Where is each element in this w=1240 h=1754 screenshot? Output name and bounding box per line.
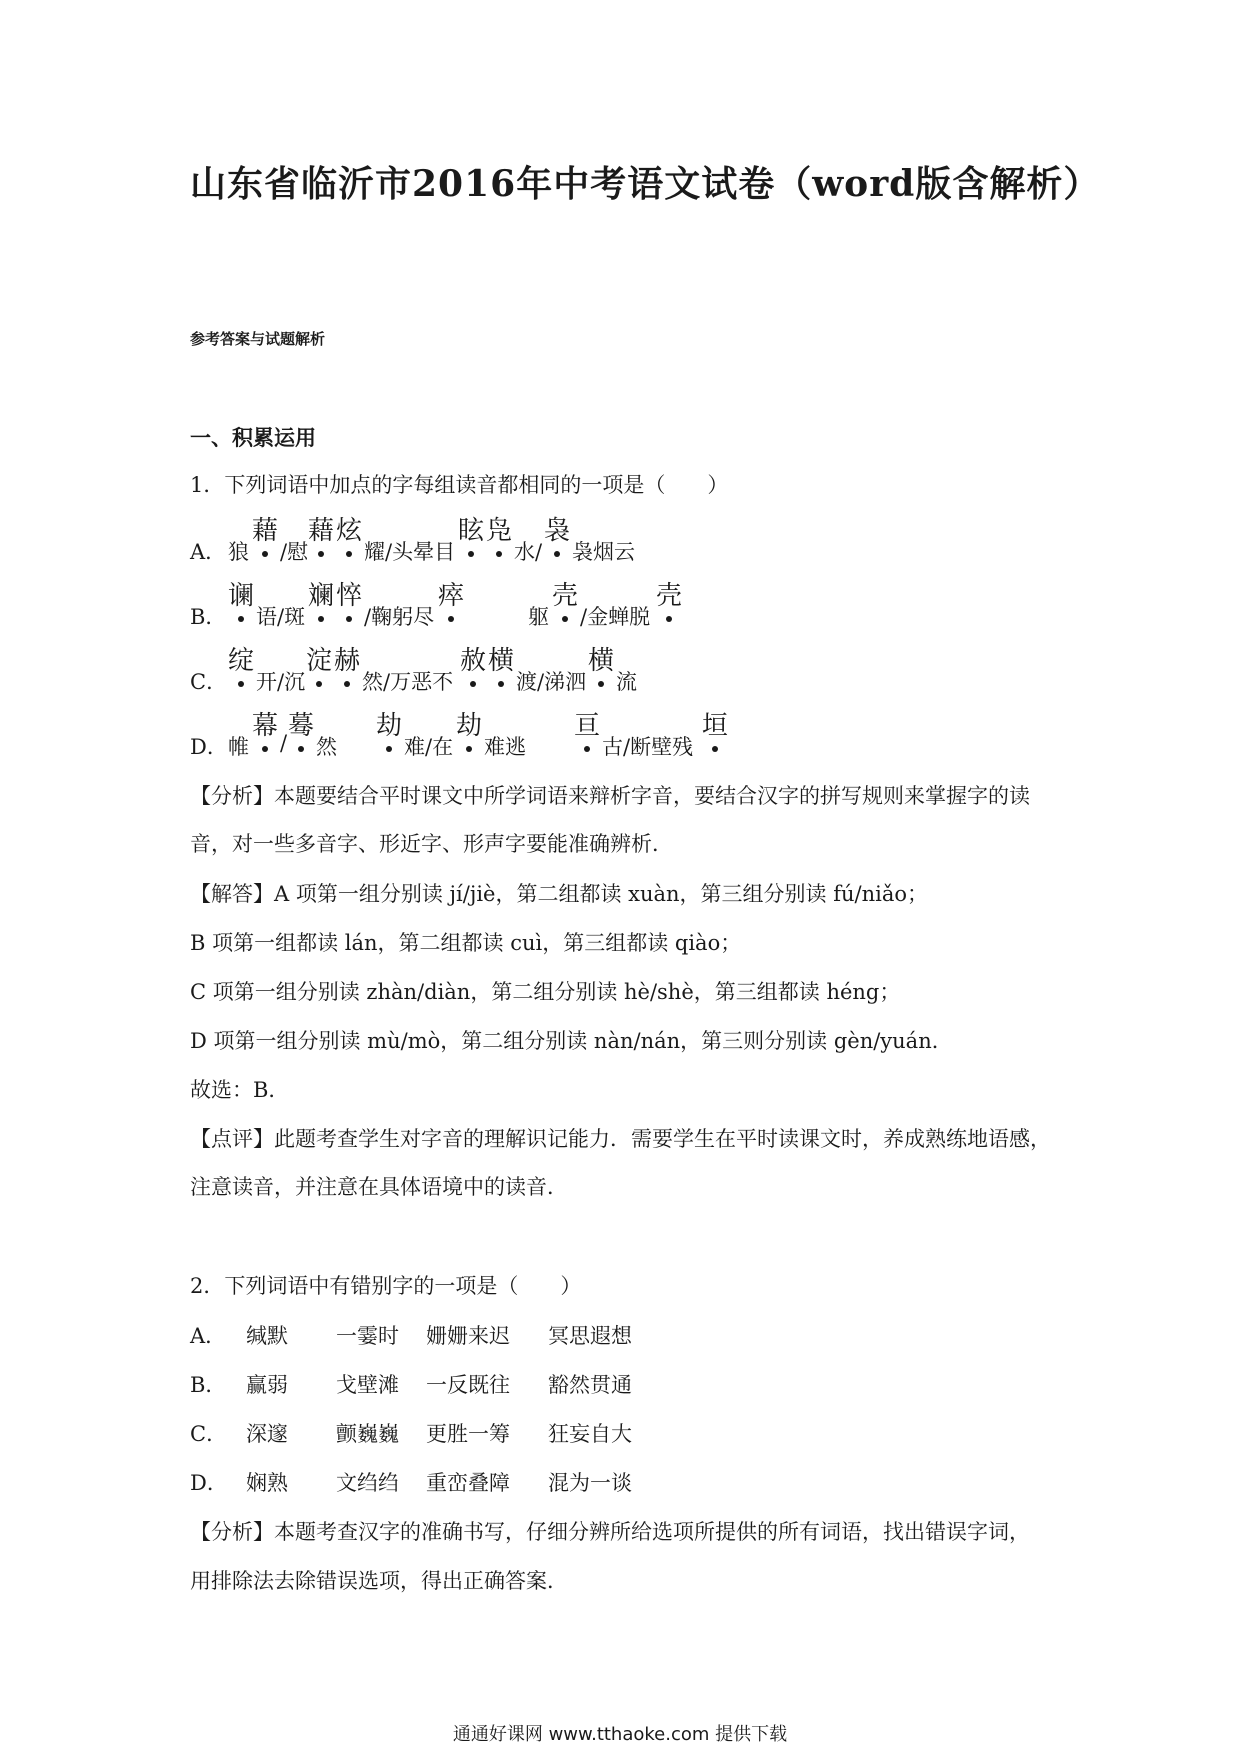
dotted-char: 壳 — [552, 575, 578, 612]
q1-analysis-line-2: 音，对一些多音字、形近字、形声字要能准确辨析． — [190, 832, 673, 856]
dotted-char: 斓 — [308, 575, 334, 612]
q1-answer-line-1: 【解答】A 项第一组分别读 jí/jiè，第二组都读 xuàn，第三组分别读 fú/niǎo； — [190, 882, 929, 906]
subtitle: 参考答案与试题解析 — [190, 330, 326, 348]
dotted-char: 横 — [488, 640, 514, 677]
q1-answer-line-2: B 项第一组都读 lán，第二组都读 cuì，第三组都读 qiào； — [190, 931, 742, 955]
q1-comment-line-1: 【点评】此题考查学生对字音的理解识记能力．需要学生在平时读课文时，养成熟练地语感， — [190, 1127, 1051, 1151]
dotted-char: 藉 — [308, 510, 334, 547]
dotted-char: 悴 — [336, 575, 362, 612]
dotted-char: 凫 — [486, 510, 512, 547]
dotted-char: 藉 — [252, 510, 278, 547]
q2-analysis-line-2: 用排除法去除错误选项，得出正确答案． — [190, 1569, 568, 1593]
option-label: D． — [190, 735, 228, 759]
section-heading: 一、积累运用 — [190, 425, 316, 450]
dotted-char: 劫 — [376, 705, 402, 742]
q1-stem: 1．下列词语中加点的字每组读音都相同的一项是（ ） — [190, 473, 729, 497]
dotted-char: 袅 — [544, 510, 570, 547]
page-footer[interactable]: 通通好课网 www.tthaoke.com 提供下载 — [452, 1724, 788, 1745]
dotted-char: 垣 — [702, 705, 728, 742]
document-title: 山东省临沂市2016年中考语文试卷（word版含解析） — [190, 163, 1101, 205]
dotted-char: 劫 — [456, 705, 482, 742]
dotted-char: 谰 — [228, 575, 254, 612]
dotted-char: 炫 — [336, 510, 362, 547]
dotted-char: 壳 — [656, 575, 682, 612]
q1-comment-line-2: 注意读音，并注意在具体语境中的读音． — [190, 1175, 568, 1199]
option-label: B． — [190, 605, 227, 629]
option-label: C． — [190, 1422, 228, 1446]
dotted-char: 瘁 — [438, 575, 464, 612]
q1-option-c: C． 绽 开/沉 淀 赫 然/万恶不 赦 横 渡/涕泗 横 流 — [190, 640, 690, 700]
q1-answer-line-4: D 项第一组分别读 mù/mò，第二组分别读 nàn/nán，第三则分别读 gèn/yuán． — [190, 1029, 953, 1053]
option-label: A． — [190, 540, 227, 564]
option-label: C． — [190, 670, 228, 694]
dotted-char: 赦 — [460, 640, 486, 677]
q2-option-d: D． 娴熟 文绉绉 重峦叠障 混为一谈 — [190, 1468, 638, 1498]
q2-stem: 2．下列词语中有错别字的一项是（ ） — [190, 1274, 582, 1298]
option-label: B． — [190, 1373, 227, 1397]
option-label: D． — [190, 1471, 228, 1495]
q1-choice: 故选：B． — [190, 1078, 290, 1102]
dotted-char: 幕 — [252, 705, 278, 742]
q2-option-c: C． 深邃 颤巍巍 更胜一筹 狂妄自大 — [190, 1419, 638, 1449]
dotted-char: 蓦 — [288, 705, 314, 742]
q1-option-a: A． 狼 藉 /慰 藉 炫 耀/头晕目 眩 凫 水/ 袅 袅烟云 — [190, 510, 690, 570]
dotted-char: 绽 — [228, 640, 254, 677]
dotted-char: 赫 — [334, 640, 360, 677]
q1-answer-line-3: C 项第一组分别读 zhàn/diàn，第二组分别读 hè/shè，第三组都读 héng； — [190, 980, 901, 1004]
dotted-char: 亘 — [574, 705, 600, 742]
q1-analysis-line-1: 【分析】本题要结合平时课文中所学词语来辩析字音，要结合汉字的拼写规则来掌握字的读 — [190, 784, 1030, 808]
dotted-char: 眩 — [458, 510, 484, 547]
option-label: A． — [190, 1324, 227, 1348]
q1-option-b: B． 谰 语/斑 斓 悴 /鞠躬尽 瘁 躯 壳 /金蝉脱 壳 — [190, 575, 690, 635]
q2-analysis-line-1: 【分析】本题考查汉字的准确书写，仔细分辨所给选项所提供的所有词语，找出错误字词， — [190, 1520, 1030, 1544]
q2-option-a: A． 缄默 一霎时 姗姗来迟 冥思遐想 — [190, 1321, 638, 1351]
dotted-char: 横 — [588, 640, 614, 677]
q1-option-d: D． 帷 幕 / 蓦 然 劫 难/在 劫 难逃 亘 古/断壁残 垣 — [190, 705, 750, 765]
dotted-char: 淀 — [306, 640, 332, 677]
q2-option-b: B． 赢弱 戈壁滩 一反既往 豁然贯通 — [190, 1370, 638, 1400]
